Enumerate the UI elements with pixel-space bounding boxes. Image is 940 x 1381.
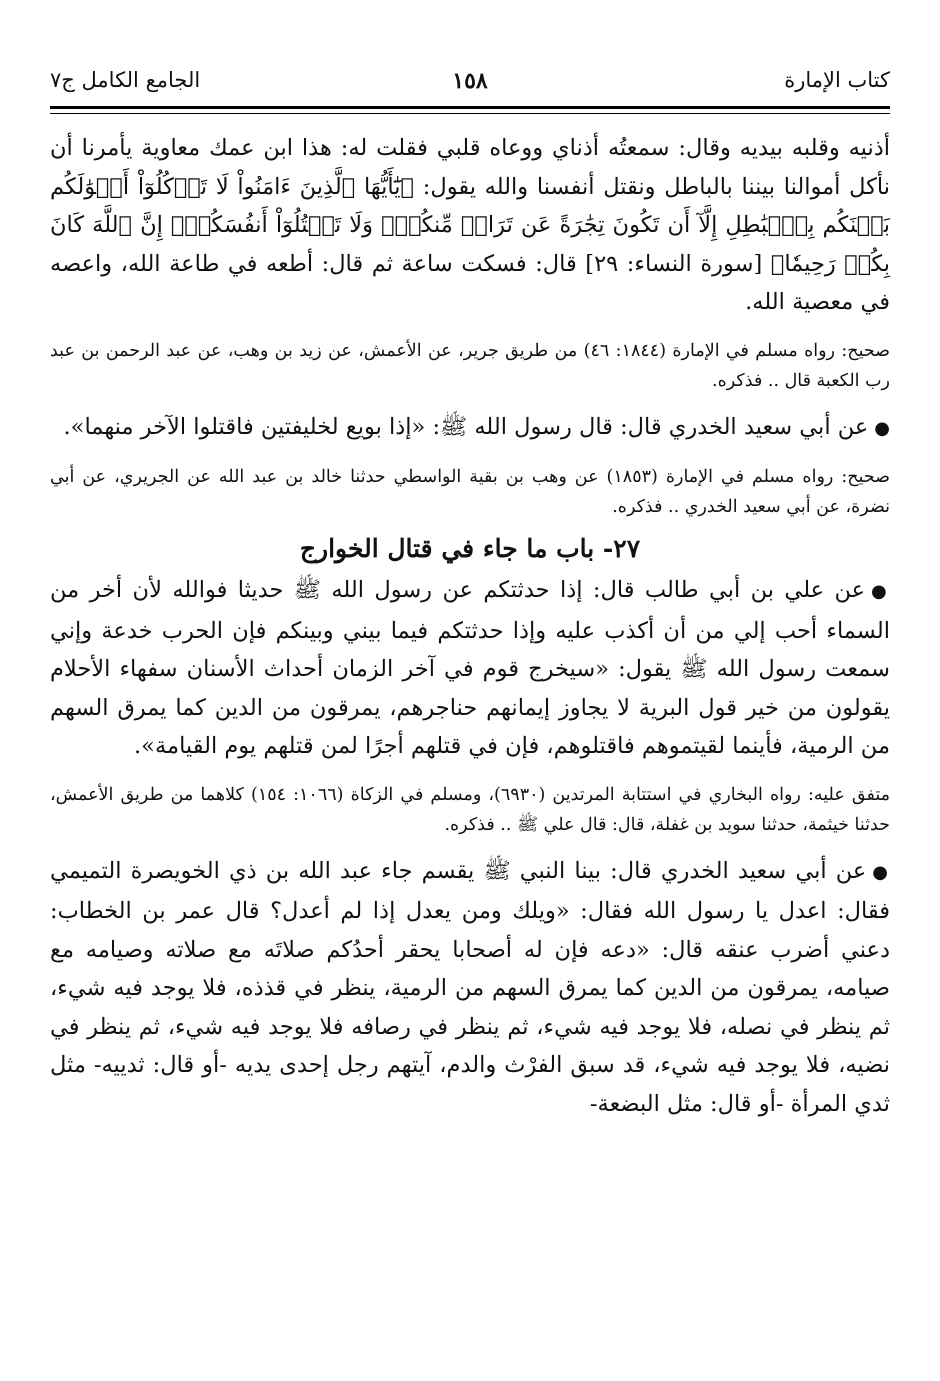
hadith-continuation: أذنيه وقلبه بيديه وقال: سمعتُه أذناي ووعاه قلبي فقلت له: هذا ابن عمك معاوية يأمرنا أن نأكل أموالنا بيننا بالباطل ونقتل أنفسنا والله يقول: ﴿يَٰٓأَيُّهَا ٱلَّذِينَ ءَامَنُواْ لَا تَأۡكُلُوٓاْ أَمۡوَٰلَكُم بَيۡنَكُم بِٱلۡبَٰطِلِ إِلَّآ أَن تَكُونَ تِجَٰرَةً عَن تَرَاضٖ مِّنكُمۡۚ وَلَا تَقۡتُلُوٓاْ أَنفُسَكُمۡۚ إِنَّ ٱللَّهَ كَانَ بِكُمۡ رَحِيمٗا﴾ [سورة النساء: ٢٩] قال: فسكت ساعة ثم قال: أطعه في طاعة الله، واعصه في معصية الله.	[50, 135, 891, 315]
takhrij-note: صحيح: رواه مسلم في الإمارة (١٨٤٤: ٤٦) من طريق جرير، عن الأعمش، عن زيد بن وهب، عن عبد الرحمن بن عبد رب الكعبة قال .. فذكره.	[50, 340, 891, 391]
bullet-icon: ●	[874, 417, 890, 439]
bullet-icon: ●	[872, 861, 890, 883]
hadith-paragraph	[50, 571, 890, 766]
header-rule	[50, 113, 890, 114]
bullet-icon: ●	[871, 581, 890, 602]
page-body	[50, 129, 890, 1123]
takhrij-note: صحيح: رواه مسلم في الإمارة (١٨٥٣) عن وهب بن بقية الواسطي حدثنا خالد بن عبد الله عن الجريري، عن أبي نضرة، عن أبي سعيد الخدري .. فذكره.	[50, 467, 890, 517]
hadith-paragraph	[50, 408, 890, 449]
hadith-text: عن أبي سعيد الخدري قال: بينا النبي ﷺ يقسم جاء عبد الله بن ذي الخويصرة التميمي فقال: اعدل يا رسول الله فقال: «ويلك ومن يعدل إذا لم أعدل؟ قال عمر بن الخطاب: دعني أضرب عنقه قال: «دعه فإن له أصحابا يحقر أحدُكم صلاتَه مع صلاته وصيامه مع صيامه، يمرقون من الدين كما يمرق السهم من الرمية، ينظر في قذذه، فلا يوجد فيه شيء، ثم ينظر في نصله، فلا يوجد فيه شيء، ثم ينظر في رصافه فلا يوجد فيه شيء، ثم ينظر في نضيه، فلا يوجد فيه شيء، قد سبق الفرْث والدم، آيتهم رجل إحدى يديه -أو قال: ثدييه- مثل ثدي المرأة -أو قال: مثل البضعة-	[50, 857, 890, 1117]
book-title: الجامع الكامل ج٧	[50, 68, 201, 92]
page-header	[50, 62, 890, 109]
takhrij-note: متفق عليه: رواه البخاري في استتابة المرتدين (٦٩٣٠)، ومسلم في الزكاة (١٠٦٦: ١٥٤) كلاهما من طريق الأعمش، حدثنا خيثمة، حدثنا سويد بن غفلة، قال: قال علي ﷺ .. فذكره.	[50, 784, 890, 835]
book-section-title: كتاب الإمارة	[784, 68, 890, 92]
chapter-heading: ٢٧- باب ما جاء في قتال الخوارج	[299, 534, 641, 563]
page-number: ١٥٨	[452, 68, 488, 94]
book-page	[50, 62, 890, 1123]
hadith-paragraph	[50, 852, 890, 1124]
hadith-text: عن أبي سعيد الخدري قال: قال رسول الله ﷺ: «إذا بويع لخليفتين فاقتلوا الآخر منهما».	[63, 413, 869, 440]
hadith-text: عن علي بن أبي طالب قال: إذا حدثتكم عن رسول الله ﷺ حديثا فوالله لأن أخر من السماء أحب إلي من أن أكذب عليه وإذا حدثتكم فيما بيني وبينكم فإن الحرب خدعة وإني سمعت رسول الله ﷺ يقول: «سيخرج قوم في آخر الزمان أحداث الأسنان سفهاء الأحلام يقولون من خير قول البرية لا يجاوز إيمانهم حناجرهم، يمرقون من الدين كما يمرق السهم من الرمية، فأينما لقيتموهم فاقتلوهم، فإن في قتلهم أجرًا لمن قتلهم يوم القيامة».	[50, 577, 890, 759]
